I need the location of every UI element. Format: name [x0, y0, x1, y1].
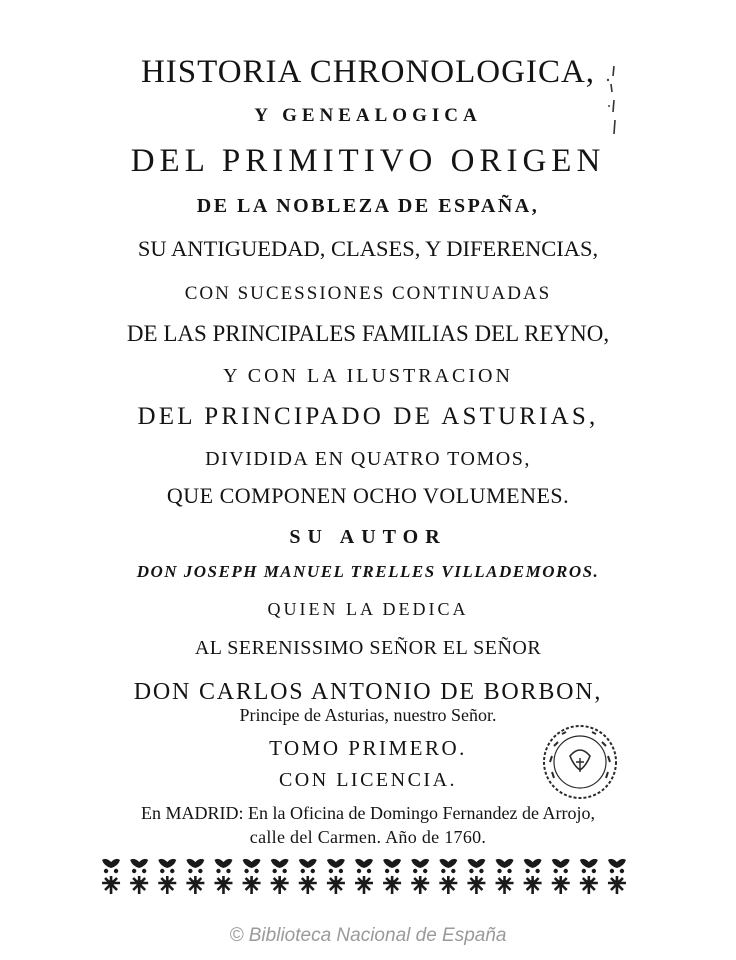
copyright-footer: © Biblioteca Nacional de España [229, 925, 507, 946]
title-line-5: SU ANTIGUEDAD, CLASES, Y DIFERENCIAS, [137, 236, 599, 261]
fleuron-ornament [552, 859, 570, 894]
fleuron-ornament [243, 859, 261, 894]
fleuron-ornament [411, 859, 429, 894]
dedication-line-3: Principe de Asturias, nuestro Señor. [239, 705, 497, 725]
margin-mark [602, 62, 622, 140]
fleuron-ornament [102, 859, 120, 894]
volume-label: TOMO PRIMERO. [269, 736, 467, 760]
title-line-6: CON SUCESSIONES CONTINUADAS [184, 283, 552, 304]
dedication-line-2: DON CARLOS ANTONIO DE BORBON, [133, 679, 603, 705]
title-line-8: Y CON LA ILUSTRACION [223, 365, 513, 387]
imprint-line-2: calle del Carmen. Año de 1760. [249, 827, 487, 847]
fleuron-ornament [130, 859, 148, 894]
fleuron-ornament [439, 859, 457, 894]
fleuron-ornament [355, 859, 373, 894]
fleuron-ornament [186, 859, 204, 894]
title-line-11: QUE COMPONEN OCHO VOLUMENES. [166, 483, 570, 508]
title-line-10: DIVIDIDA EN QUATRO TOMOS, [205, 448, 531, 470]
author-heading: SU AUTOR [289, 526, 447, 548]
fleuron-ornament [383, 859, 401, 894]
fleuron-ornament [214, 859, 232, 894]
title-line-7: DE LAS PRINCIPALES FAMILIAS DEL REYNO, [126, 321, 610, 346]
library-stamp [540, 722, 620, 802]
title-line-9: DEL PRINCIPADO DE ASTURIAS, [137, 403, 599, 430]
fleuron-ornament [158, 859, 176, 894]
fleuron-ornament [299, 859, 317, 894]
fleuron-ornament [524, 859, 542, 894]
license-label: CON LICENCIA. [278, 769, 458, 791]
fleuron-ornament [608, 859, 626, 894]
title-line-1: HISTORIA CHRONOLOGICA, [140, 54, 596, 90]
title-line-2: Y GENEALOGICA [254, 105, 482, 126]
author-name: DON JOSEPH MANUEL TRELLES VILLADEMOROS. [136, 562, 600, 581]
fleuron-ornament [496, 859, 514, 894]
title-line-3: DEL PRIMITIVO ORIGEN [130, 143, 606, 179]
ornament-row [97, 856, 631, 898]
fleuron-ornament [467, 859, 485, 894]
imprint-line-1: En MADRID: En la Oficina de Domingo Fernandez de Arrojo, [141, 803, 595, 823]
title-line-4: DE LA NOBLEZA DE ESPAÑA, [196, 195, 540, 217]
fleuron-ornament [580, 859, 598, 894]
fleuron-ornament [271, 859, 289, 894]
dedication-heading: QUIEN LA DEDICA [267, 599, 469, 619]
fleuron-ornament [327, 859, 345, 894]
dedication-line-1: AL SERENISSIMO SEÑOR EL SEÑOR [194, 637, 542, 659]
